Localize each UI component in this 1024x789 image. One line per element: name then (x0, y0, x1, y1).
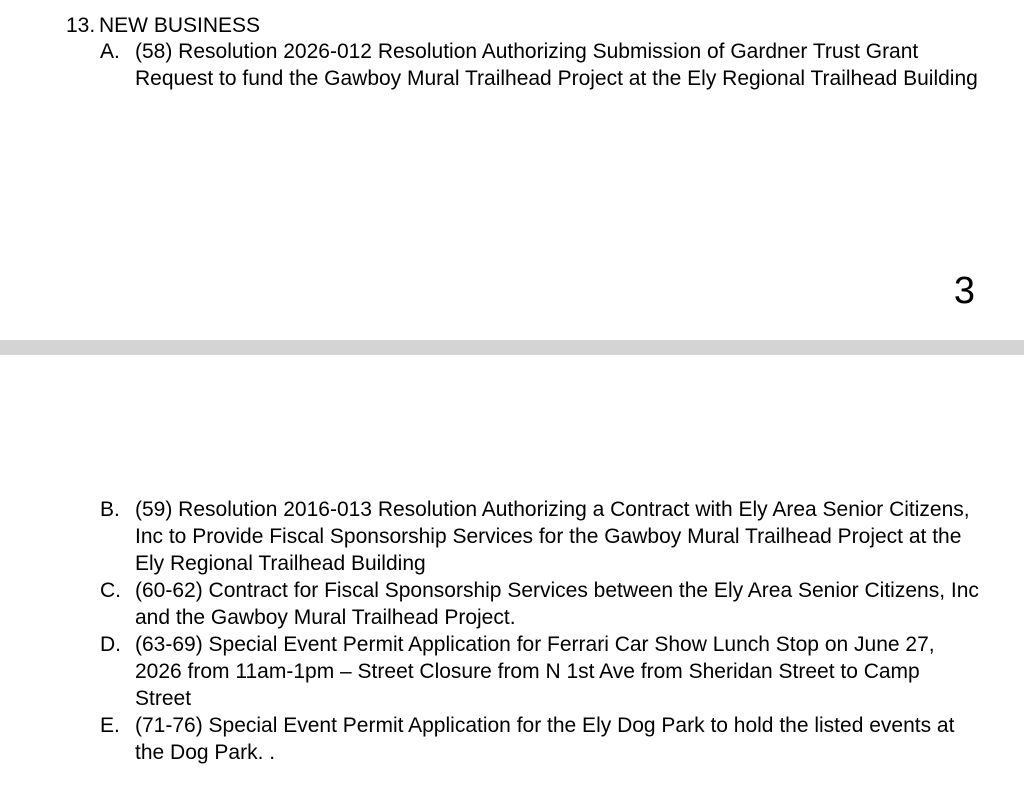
agenda-item-b (100, 496, 980, 577)
item-letter: A. (100, 40, 120, 63)
section-heading (66, 12, 260, 39)
document-page-top (0, 0, 1024, 340)
item-text: (58) Resolution 2026-012 Resolution Authorizing Submission of Gardner Trust Grant Request to fund the Gawboy Mural Trailhead Project at the Ely Regional Trailhead Building (135, 40, 978, 90)
agenda-item-a (100, 38, 980, 92)
document-page-bottom (0, 355, 1024, 789)
item-letter: E. (100, 714, 120, 737)
page-separator (0, 340, 1024, 355)
item-letter: C. (100, 579, 121, 602)
item-letter: B. (100, 498, 120, 521)
section-title: NEW BUSINESS (99, 14, 261, 37)
item-text: (60-62) Contract for Fiscal Sponsorship Services between the Ely Area Senior Citizens, Inc and the Gawboy Mural Trailhead Project. (135, 579, 979, 629)
item-text: (71-76) Special Event Permit Application for the Ely Dog Park to hold the listed events at the Dog Park. . (135, 714, 955, 764)
section-number: 13. (66, 14, 96, 37)
agenda-item-e (100, 712, 980, 766)
item-text: (63-69) Special Event Permit Application for Ferrari Car Show Lunch Stop on June 27, 2026 from 11am-1pm – Street Closure from N 1st Ave from Sheridan Street to Camp Street (135, 633, 935, 710)
agenda-item-c (100, 577, 980, 631)
item-text: (59) Resolution 2016-013 Resolution Authorizing a Contract with Ely Area Senior Citizens, Inc to Provide Fiscal Sponsorship Services for the Gawboy Mural Trailhead Project at the Ely Regional Trailhead Building (135, 498, 970, 575)
page-number: 3 (953, 270, 975, 312)
agenda-item-d (100, 631, 980, 712)
item-letter: D. (100, 633, 121, 656)
